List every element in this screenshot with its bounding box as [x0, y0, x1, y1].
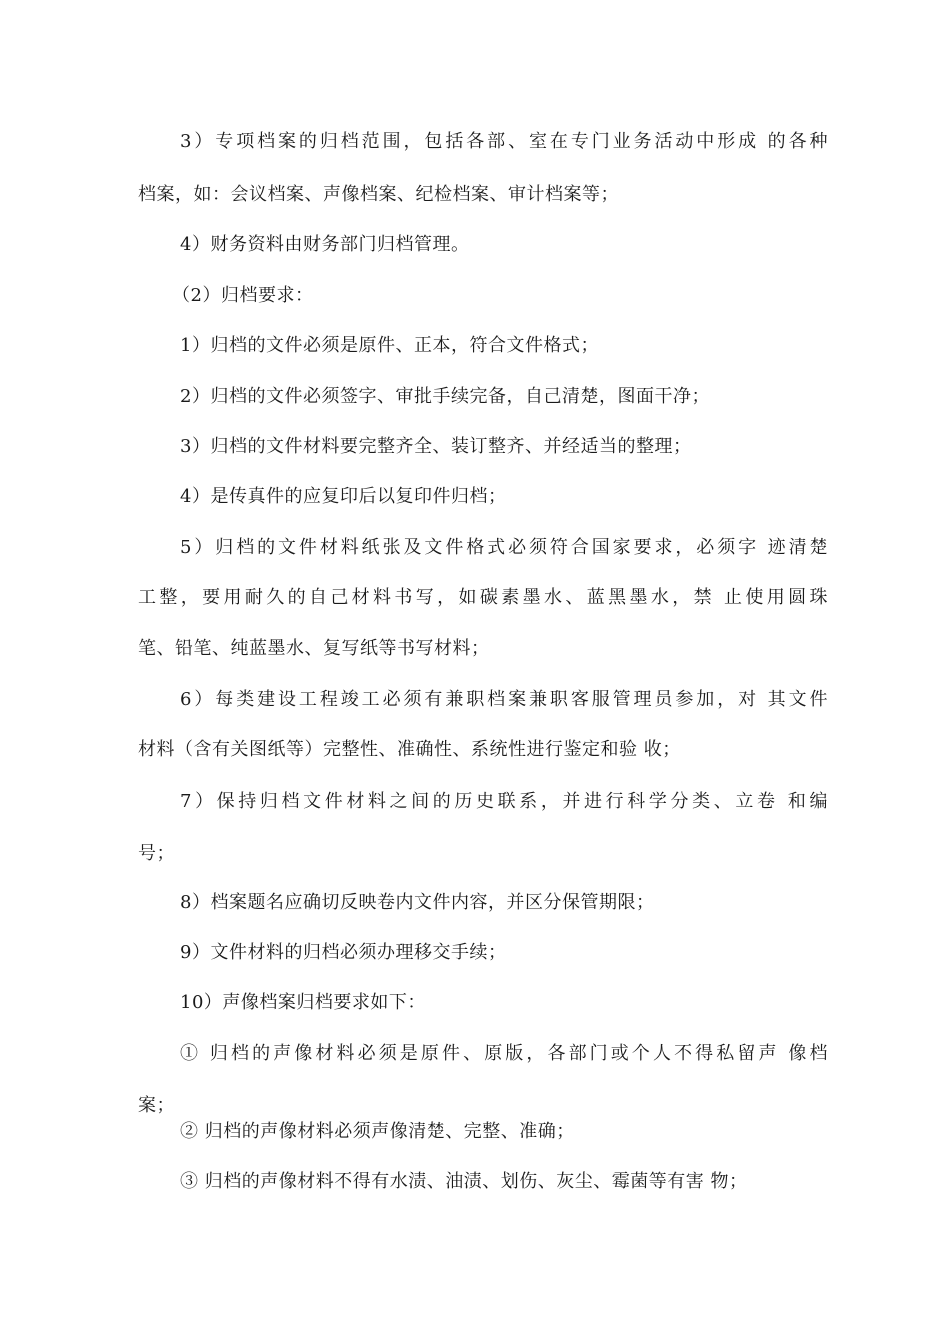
paragraph-line: 9）文件材料的归档必须办理移交手续； [180, 942, 507, 963]
paragraph-line: 7）保持归档文件材料之间的历史联系，并进行科学分类、立卷 和编 [180, 791, 828, 812]
paragraph-line: ② 归档的声像材料必须声像清楚、完整、准确； [180, 1121, 575, 1142]
paragraph-line: 笔、铅笔、纯蓝墨水、复写纸等书写材料； [138, 638, 490, 659]
paragraph-line: 5）归档的文件材料纸张及文件格式必须符合国家要求，必须字 迹清楚 [180, 537, 828, 558]
section-heading: （2）归档要求： [172, 285, 314, 306]
paragraph-line: 8）档案题名应确切反映卷内文件内容，并区分保管期限； [180, 892, 655, 913]
paragraph-line: 3）专项档案的归档范围，包括各部、室在专门业务活动中形成 的各种 [180, 131, 828, 152]
paragraph-line: ① 归档的声像材料必须是原件、原版，各部门或个人不得私留声 像档 [180, 1043, 828, 1064]
paragraph-line: 3）归档的文件材料要完整齐全、装订整齐、并经适当的整理； [180, 436, 692, 457]
paragraph-line: 工整，要用耐久的自己材料书写，如碳素墨水、蓝黑墨水，禁 止使用圆珠 [138, 587, 828, 608]
paragraph-line: 6）每类建设工程竣工必须有兼职档案兼职客服管理员参加，对 其文件 [180, 689, 828, 710]
paragraph-line: 案； [138, 1095, 175, 1116]
paragraph-line: 10）声像档案归档要求如下： [180, 992, 426, 1013]
paragraph-line: ③ 归档的声像材料不得有水渍、油渍、划伤、灰尘、霉菌等有害 物； [180, 1171, 748, 1192]
paragraph-line: 号； [138, 843, 175, 864]
paragraph-line: 2）归档的文件必须签字、审批手续完备，自己清楚，图面干净； [180, 386, 710, 407]
paragraph-line: 材料（含有关图纸等）完整性、准确性、系统性进行鉴定和验 收； [138, 739, 681, 760]
paragraph-line: 1）归档的文件必须是原件、正本，符合文件格式； [180, 335, 599, 356]
paragraph-line: 档案，如：会议档案、声像档案、纪检档案、审计档案等； [138, 184, 619, 205]
paragraph-line: 4）财务资料由财务部门归档管理。 [180, 234, 470, 255]
paragraph-line: 4）是传真件的应复印后以复印件归档； [180, 486, 507, 507]
